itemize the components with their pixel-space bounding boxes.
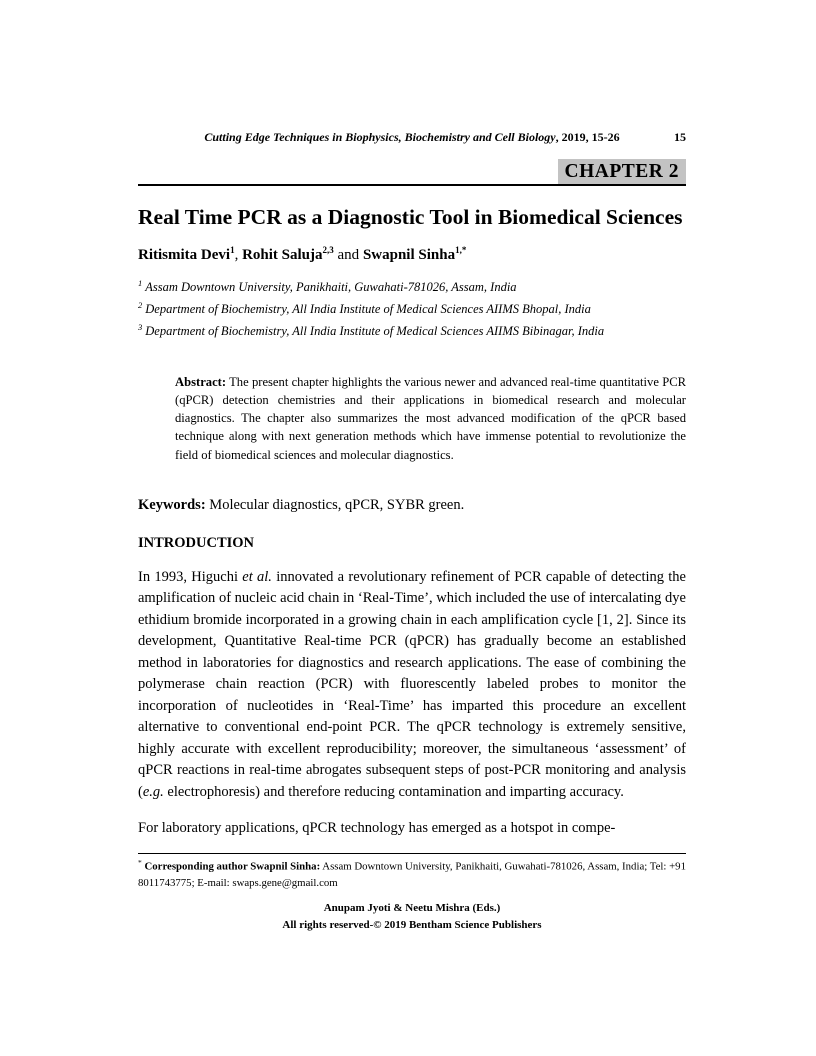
affiliations — [138, 276, 686, 343]
publisher-footer — [138, 900, 686, 933]
rights-line: All rights reserved-© 2019 Bentham Science Publishers — [282, 918, 542, 931]
author-separator: and — [333, 246, 363, 263]
running-head-book-title: Cutting Edge Techniques in Biophysics, Biochemistry and Cell Biology — [204, 130, 556, 144]
paragraph-text: electrophoresis) and therefore reducing contamination and imparting accuracy. — [163, 783, 624, 800]
abstract-label: Abstract: — [175, 374, 227, 389]
author-affiliation-marker: 1,* — [455, 244, 467, 255]
abstract — [175, 373, 686, 464]
chapter-title: Real Time PCR as a Diagnostic Tool in Biomedical Sciences — [138, 205, 683, 229]
author-affiliation-marker: 2,3 — [322, 244, 334, 255]
affiliation-line — [138, 276, 686, 298]
section-heading-introduction: INTRODUCTION — [138, 534, 255, 551]
author-affiliation-marker: 1 — [230, 244, 235, 255]
abstract-text: The present chapter highlights the various newer and advanced real-time quantitative PCR (qPCR) detection chemistries and their applications in biomedical research and molecular diagnostics. The chapter also summarizes the most advanced modification of the qPCR based technique along with next generation methods which have immense potential to revolutionize the field of biomedical sciences and molecular diagnostics. — [175, 374, 687, 462]
page-number: 15 — [674, 130, 686, 144]
chapter-badge: CHAPTER 2 — [558, 159, 686, 184]
footnote-area — [138, 853, 686, 891]
introduction-paragraph-1 — [138, 567, 686, 803]
footnote-text: Assam Downtown University, Panikhaiti, Guwahati-781026, Assam, India; Tel: +91 8011743775; E-mail: swaps.gene@gmail.com — [138, 861, 686, 889]
affiliation-text: Assam Downtown University, Panikhaiti, Guwahati-781026, Assam, India — [145, 279, 517, 294]
paragraph-text-italic: e.g. — [142, 783, 164, 800]
footnote-marker: * — [138, 858, 142, 868]
keywords-text: Molecular diagnostics, qPCR, SYBR green. — [209, 496, 465, 513]
author-name: Ritismita Devi — [138, 246, 231, 263]
author-name: Rohit Saluja — [242, 246, 323, 263]
paragraph-text: innovated a revolutionary refinement of PCR capable of detecting the amplification of nucleic acid chain in ‘Real-Time’, which included the use of intercalating dye ethidium bromide incorporated in a growing chain in each amplification cycle [1, 2]. Since its development, Quantitative Real-time PCR (qPCR) has gradually become an established method in laboratories for diagnostics and research applications. The ease of combining the polymerase chain reaction (PCR) with fluorescently labeled probes to monitor the incorporation of nucleotides in ‘Real-Time’ has imparted this procedure an excellent alternative to conventional end-point PCR. The qPCR technology is extremely sensitive, highly accurate with excellent reproducibility; moreover, the simultaneous ‘assessment’ of qPCR reactions in real-time abrogates subsequent steps of post-PCR monitoring and analysis ( — [138, 568, 686, 800]
affiliation-marker: 3 — [138, 322, 143, 333]
keywords-label: Keywords: — [138, 496, 206, 513]
affiliation-line — [138, 298, 686, 320]
affiliation-line — [138, 320, 686, 342]
corresponding-author-footnote — [138, 858, 686, 891]
affiliation-marker: 2 — [138, 299, 143, 310]
introduction-paragraph-2: For laboratory applications, qPCR technology has emerged as a hotspot in compe- — [138, 819, 616, 836]
paragraph-text-italic: et al. — [242, 568, 272, 585]
running-head — [138, 130, 686, 146]
chapter-header-rule — [138, 159, 686, 186]
affiliation-text: Department of Biochemistry, All India Institute of Medical Sciences AIIMS Bibinagar, India — [145, 324, 605, 339]
affiliation-text: Department of Biochemistry, All India Institute of Medical Sciences AIIMS Bhopal, India — [145, 302, 591, 317]
footnote-label: Corresponding author Swapnil Sinha: — [144, 861, 321, 874]
editors-line: Anupam Jyoti & Neetu Mishra (Eds.) — [323, 902, 501, 915]
keywords — [138, 497, 686, 514]
affiliation-marker: 1 — [138, 277, 143, 288]
author-separator: , — [234, 246, 243, 263]
paragraph-text: In 1993, Higuchi — [138, 568, 243, 585]
author-name: Swapnil Sinha — [362, 246, 456, 263]
authors-line — [138, 245, 686, 264]
running-head-citation: , 2019, 15-26 — [555, 130, 620, 144]
